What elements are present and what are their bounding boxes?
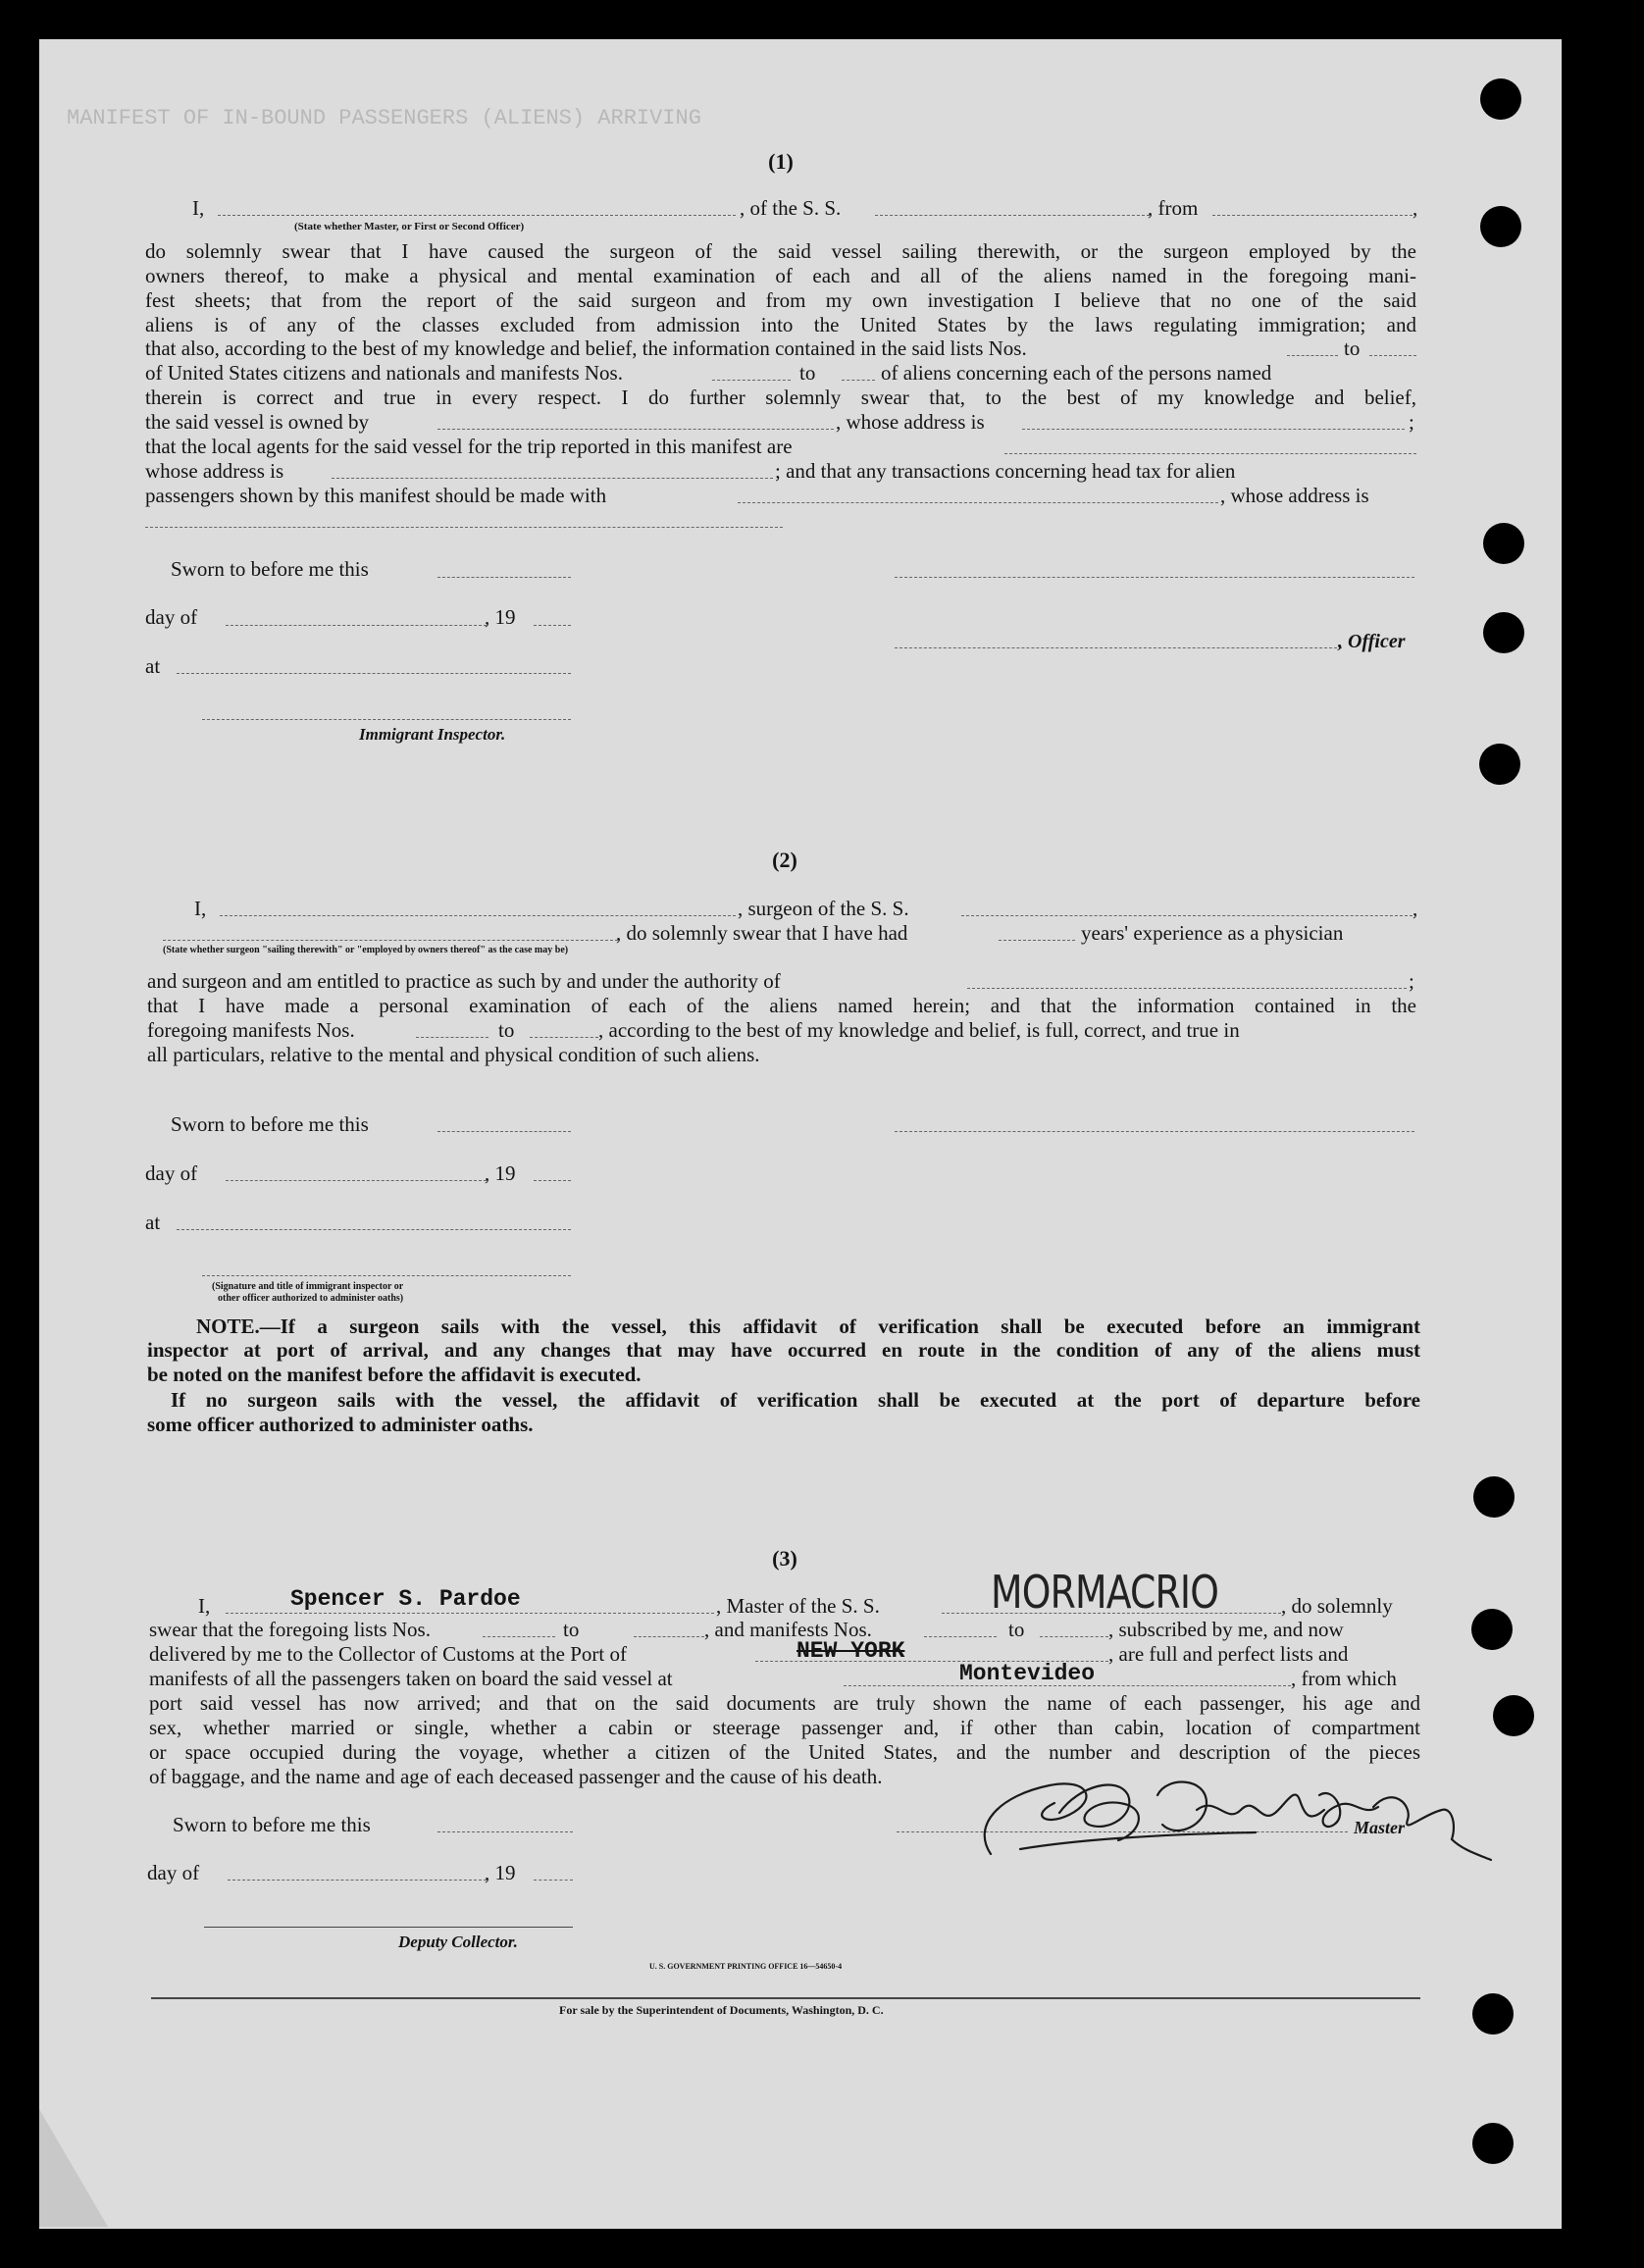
oath-line: manifests of all the passengers taken on board the said vessel at [149,1667,673,1690]
manifests-from-field[interactable] [712,380,791,381]
at-label: at [145,654,161,678]
signature-caption: other officer authorized to administer oaths) [218,1293,404,1304]
lists-from-field[interactable] [1287,355,1338,356]
oath-line: passengers shown by this manifest should be made with [145,484,607,507]
oath-line: , whose address is [1220,484,1369,507]
years-label: years' experience as a physician [1081,921,1344,945]
pronoun-i: I, [192,196,205,220]
punch-hole [1479,744,1520,785]
ship-name-field[interactable] [875,215,1150,216]
surgeon-type-field[interactable] [220,915,736,916]
oath-line: that the local agents for the said vessel for the trip reported in this manifest are [145,435,793,458]
swear-label: , do solemnly swear that I have had [616,921,908,945]
oath-line: aliens is of any of the classes excluded from admission into the United States by the laws regulating immigration; and [145,313,1416,336]
punch-hole [1483,612,1524,653]
section-2-heading: (2) [772,848,797,872]
oath-line: and surgeon and am entitled to practice as such by and under the authority of [147,969,781,993]
punch-hole [1473,1476,1515,1518]
oath-line: fest sheets; that from the report of the said surgeon and from my own investigation I believe that no one of the said [145,288,1416,312]
manifests-from-field[interactable] [416,1037,488,1038]
comma: , [1413,897,1418,920]
oath-line: sex, whether married or single, whether a cabin or steerage passenger and, if other than cabin, location of compartment [149,1716,1420,1739]
port-value: NEW YORK [796,1638,905,1664]
punch-hole [1471,1609,1513,1650]
manifests-to-field[interactable] [530,1037,598,1038]
punch-hole [1472,1993,1514,2035]
surgeon-ship-field[interactable] [961,915,1413,916]
day-of-field[interactable] [228,1880,487,1881]
oath-line: all particulars, relative to the mental and physical condition of such aliens. [147,1043,760,1066]
to-label: to [563,1618,580,1641]
note-line: inspector at port of arrival, and any changes that may have occurred en route in the condition of any of the aliens must [147,1338,1420,1362]
head-tax-field[interactable] [738,502,1218,503]
at-field[interactable] [177,673,571,674]
to-label: to [799,361,816,385]
oath-line: , according to the best of my knowledge and belief, is full, correct, and true in [598,1018,1240,1042]
punch-hole [1480,78,1521,120]
sworn-day-field[interactable] [437,1831,573,1832]
oath-line: therein is correct and true in every respect. I do further solemnly swear that, to the best of my knowledge and belief, [145,386,1416,409]
to-label: to [498,1018,515,1042]
officer-rank-field[interactable] [218,215,736,216]
oath-line: owners thereof, to make a physical and mental examination of each and all of the aliens named in the foregoing mani- [145,264,1416,287]
oath-line: of aliens concerning each of the persons named [881,361,1272,385]
oath-line: that also, according to the best of my knowledge and belief, the information contained in the said lists Nos. [145,336,1027,360]
surgeon-label: , surgeon of the S. S. [738,897,909,920]
from-label: , from [1148,196,1199,220]
sworn-label: Sworn to before me this [173,1813,371,1836]
at-field[interactable] [177,1229,571,1230]
master-name-field[interactable] [226,1613,714,1614]
owner-field[interactable] [437,429,834,430]
oath-line: of baggage, and the name and age of each deceased passenger and the cause of his death. [149,1765,883,1788]
surgeon-type-field-2[interactable] [163,940,618,941]
rank-caption: (State whether Master, or First or Second Officer) [294,221,525,232]
signature-caption: (Signature and title of immigrant inspector or [212,1281,404,1292]
oath-line: of United States citizens and nationals and manifests Nos. [145,361,623,385]
punch-hole [1480,206,1521,247]
deputy-collector-label: Deputy Collector. [398,1933,518,1951]
manifests-from-field[interactable] [924,1636,997,1637]
inspector-signature-field[interactable] [202,1275,571,1276]
inspector-label: Immigrant Inspector. [359,725,506,744]
printing-office-imprint: U. S. GOVERNMENT PRINTING OFFICE 16—54650-4 [649,1962,843,1971]
oath-line: foregoing manifests Nos. [147,1018,355,1042]
agents-address-field[interactable] [332,478,773,479]
to-label: to [1008,1618,1025,1641]
sworn-label: Sworn to before me this [171,557,369,581]
subscribed-label: , subscribed by me, and now [1108,1618,1344,1641]
sworn-day-field[interactable] [437,577,571,578]
for-sale-note: For sale by the Superintendent of Documents, Washington, D. C. [559,2003,884,2017]
head-tax-address-field[interactable] [145,527,783,528]
vessel-name-stamp: MORMACRIO [991,1566,1219,1619]
whose-address-label: , whose address is [836,410,985,434]
note-line: NOTE.—If a surgeon sails with the vessel, this affidavit of verification shall be executed before an immigrant [196,1314,1420,1338]
oath-line: that I have made a personal examination of each of the aliens named herein; and that the information contained in the [147,994,1416,1017]
master-of-label: , Master of the S. S. [716,1594,880,1618]
owner-address-field[interactable] [1022,429,1405,430]
authority-field[interactable] [967,988,1407,989]
note-line: If no surgeon sails with the vessel, the affidavit of verification shall be executed at the port of departure before [171,1388,1420,1412]
perfect-lists-label: , are full and perfect lists and [1108,1642,1349,1666]
year-field[interactable] [534,1180,571,1181]
manifests-to-field[interactable] [1040,1636,1108,1637]
punch-hole [1493,1695,1534,1736]
year-field[interactable] [534,1880,573,1881]
oath-line: swear that the foregoing lists Nos. [149,1618,431,1641]
day-of-label: day of [145,1161,198,1185]
pronoun-i: I, [198,1594,211,1618]
manifests-to-field[interactable] [842,380,875,381]
day-of-field[interactable] [226,625,487,626]
master-signature [961,1756,1511,1864]
comma: , [1413,196,1418,220]
oath-line: the said vessel is owned by [145,410,370,434]
from-port-field[interactable] [1212,215,1413,216]
bleed-through-header: MANIFEST OF IN-BOUND PASSENGERS (ALIENS) ARRIVING [67,106,701,130]
solemnly-label: , do solemnly [1281,1594,1393,1618]
day-of-label: day of [145,605,198,629]
oath-line: whose address is [145,459,284,483]
manifests-label: , and manifests Nos. [704,1618,872,1641]
oath-line: port said vessel has now arrived; and that on the said documents are truly shown the name of each passenger, his age and [149,1691,1420,1715]
of-ss-label: , of the S. S. [740,196,842,220]
inspector-signature-field[interactable] [202,719,571,720]
collector-signature-field[interactable] [204,1927,573,1928]
officer-signature-field[interactable] [895,577,1414,578]
semicolon: ; [1409,410,1414,434]
years-field[interactable] [999,940,1075,941]
oath-line: delivered by me to the Collector of Customs at the Port of [149,1642,627,1666]
sworn-label: Sworn to before me this [171,1112,369,1136]
surgeon-signature-field[interactable] [895,1131,1414,1132]
officer-title-field[interactable] [895,647,1342,648]
lists-to-field[interactable] [1369,355,1416,356]
year-field[interactable] [534,625,571,626]
at-label: at [145,1211,161,1234]
from-which-label: , from which [1291,1667,1397,1690]
day-of-field[interactable] [226,1180,487,1181]
folded-corner [39,2109,108,2227]
year-label: , 19 [485,605,516,629]
oath-line: ; and that any transactions concerning head tax for alien [775,459,1236,483]
punch-hole [1483,523,1524,564]
footer-rule [151,1997,1420,1999]
oath-line: do solemnly swear that I have caused the surgeon of the said vessel sailing therewith, or the surgeon employed by the [145,239,1416,263]
note-line: be noted on the manifest before the affidavit is executed. [147,1363,642,1386]
year-label: , 19 [485,1861,516,1884]
pronoun-i: I, [194,897,207,920]
section-3-heading: (3) [772,1546,797,1571]
local-agents-field[interactable] [1004,453,1416,454]
sworn-day-field[interactable] [437,1131,571,1132]
lists-to-field[interactable] [634,1636,704,1637]
oath-line: or space occupied during the voyage, whether a citizen of the United States, and the number and description of the pieces [149,1740,1420,1764]
semicolon: ; [1409,969,1414,993]
day-of-label: day of [147,1861,200,1884]
section-1-heading: (1) [768,149,794,174]
year-label: , 19 [485,1161,516,1185]
to-label: to [1344,336,1361,360]
lists-from-field[interactable] [483,1636,555,1637]
note-line: some officer authorized to administer oaths. [147,1413,534,1436]
master-label: Master [1354,1818,1406,1837]
departure-port-value: Montevideo [959,1661,1096,1686]
punch-hole [1472,2123,1514,2164]
master-name-value: Spencer S. Pardoe [290,1586,521,1612]
surgeon-caption: (State whether surgeon "sailing therewith" or "employed by owners thereof" as the case may be) [163,945,569,955]
officer-label: , Officer [1338,631,1406,652]
